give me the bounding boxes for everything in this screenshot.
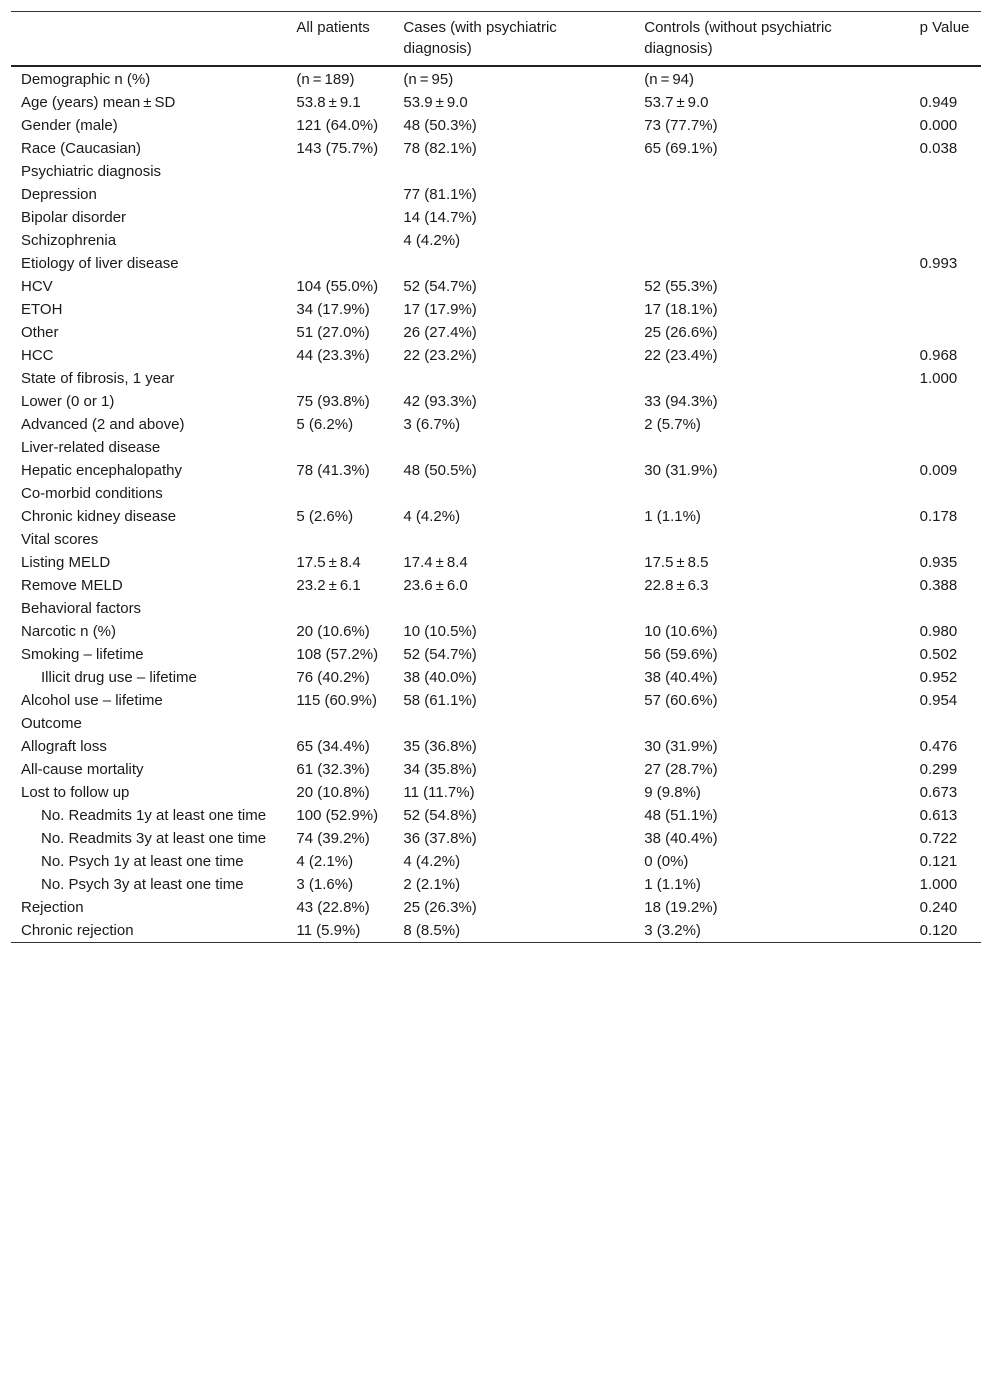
table-section-row [11,528,981,551]
row-label: No. Readmits 3y at least one time [41,830,267,847]
cases-cell [393,160,634,183]
all-patients-cell: 53.8 ± 9.1 [296,94,361,111]
row-label: HCV [21,278,53,295]
row-label: Smoking – lifetime [21,646,144,663]
controls-cell [634,712,909,735]
cases-cell: 38 (40.0%) [403,669,477,686]
controls-cell: 9 (9.8%) [644,784,701,801]
table-row [11,275,981,298]
table-row [11,873,981,896]
all-patients-cell: 11 (5.9%) [296,922,361,939]
row-label: Lost to follow up [21,784,130,801]
row-label: Bipolar disorder [21,209,127,226]
row-label: Chronic rejection [21,922,134,939]
all-patients-cell [286,206,393,229]
controls-cell [634,436,909,459]
p-value-cell: 0.980 [919,623,958,640]
p-value-cell: 0.120 [919,922,958,939]
table-row [11,643,981,666]
controls-cell: 38 (40.4%) [644,669,718,686]
table-row [11,666,981,689]
cases-cell: 8 (8.5%) [403,922,461,939]
controls-cell: 73 (77.7%) [644,117,718,134]
all-patients-cell [286,712,393,735]
row-label: ETOH [21,301,63,318]
all-patients-cell [286,528,393,551]
all-patients-cell: 78 (41.3%) [296,462,370,479]
p-value-cell [910,321,981,344]
cases-cell: 17 (17.9%) [403,301,477,318]
p-value-cell [910,482,981,505]
p-value-cell: 0.954 [919,692,958,709]
p-value-cell [910,160,981,183]
table-section-row [11,597,981,620]
cases-cell: 10 (10.5%) [403,623,477,640]
p-value-cell: 0.935 [919,554,958,571]
cases-cell [393,597,634,620]
row-label: Alcohol use – lifetime [21,692,163,709]
cases-cell: (n = 95) [403,71,454,88]
table-section-row [11,482,981,505]
row-label: Demographic n (%) [21,71,151,88]
cases-cell: 52 (54.7%) [403,646,477,663]
row-label: Listing MELD [21,554,111,571]
all-patients-cell: 108 (57.2%) [296,646,379,663]
controls-cell: 27 (28.7%) [644,761,718,778]
table-row [11,804,981,827]
cases-cell: 4 (4.2%) [403,508,461,525]
row-label: Schizophrenia [21,232,117,249]
controls-cell [634,160,909,183]
controls-cell: 52 (55.3%) [644,278,718,295]
all-patients-cell [286,160,393,183]
table-row [11,298,981,321]
controls-cell: 65 (69.1%) [644,140,718,157]
table-row [11,781,981,804]
all-patients-cell: 104 (55.0%) [296,278,379,295]
cases-cell: 4 (4.2%) [403,232,461,249]
row-label: Outcome [21,715,82,732]
controls-cell: 22 (23.4%) [644,347,718,364]
row-label: State of fibrosis, 1 year [21,370,175,387]
table-row [11,505,981,528]
row-label: Psychiatric diagnosis [21,163,162,180]
table-row [11,896,981,919]
table-row [11,551,981,574]
p-value-cell: 0.952 [919,669,958,686]
p-value-cell: 1.000 [919,876,958,893]
table-row [11,919,981,943]
controls-cell: 0 (0%) [644,853,689,870]
p-value-cell: 0.502 [919,646,958,663]
controls-cell [634,206,909,229]
row-label: Co-morbid conditions [21,485,163,502]
p-value-cell: 0.121 [919,853,958,870]
row-label: Illicit drug use – lifetime [41,669,197,686]
controls-cell: 30 (31.9%) [644,462,718,479]
all-patients-cell: 61 (32.3%) [296,761,370,778]
controls-cell: 25 (26.6%) [644,324,718,341]
cases-cell [393,367,634,390]
all-patients-cell: 143 (75.7%) [296,140,379,157]
row-label: Narcotic n (%) [21,623,117,640]
p-value-cell [910,298,981,321]
p-value-cell: 0.178 [919,508,958,525]
row-label: Liver-related disease [21,439,161,456]
cases-cell [393,436,634,459]
table-header [11,12,981,67]
p-value-cell: 0.673 [919,784,958,801]
cases-cell: 4 (4.2%) [403,853,461,870]
cases-cell: 48 (50.3%) [403,117,477,134]
cases-cell: 35 (36.8%) [403,738,477,755]
all-patients-cell: 5 (2.6%) [296,508,354,525]
cases-cell: 53.9 ± 9.0 [403,94,468,111]
controls-cell [634,597,909,620]
cases-cell: 3 (6.7%) [403,416,461,433]
table-row [11,735,981,758]
controls-cell [634,528,909,551]
controls-cell: 3 (3.2%) [644,922,701,939]
cases-cell: 34 (35.8%) [403,761,477,778]
all-patients-cell [286,252,393,275]
header-cases: Cases (with psychiatric diagnosis) [403,19,557,57]
cases-cell: 17.4 ± 8.4 [403,554,468,571]
all-patients-cell [286,367,393,390]
cases-cell [393,252,634,275]
all-patients-cell: 34 (17.9%) [296,301,370,318]
controls-cell: 17.5 ± 8.5 [644,554,709,571]
cases-cell: 52 (54.8%) [403,807,477,824]
all-patients-cell: 3 (1.6%) [296,876,354,893]
row-label: Rejection [21,899,84,916]
controls-cell [634,367,909,390]
table-row [11,574,981,597]
table-section-row [11,66,981,91]
all-patients-cell [286,436,393,459]
cases-cell: 2 (2.1%) [403,876,461,893]
all-patients-cell: 43 (22.8%) [296,899,370,916]
controls-cell: 2 (5.7%) [644,416,701,433]
row-label: Remove MELD [21,577,123,594]
cases-cell [393,712,634,735]
all-patients-cell: 74 (39.2%) [296,830,370,847]
cases-cell: 22 (23.2%) [403,347,477,364]
row-label: Hepatic encephalopathy [21,462,182,479]
cases-cell: 23.6 ± 6.0 [403,577,468,594]
controls-cell [634,252,909,275]
row-label: Behavioral factors [21,600,142,617]
p-value-cell [910,66,981,91]
all-patients-cell: 23.2 ± 6.1 [296,577,361,594]
cases-cell: 78 (82.1%) [403,140,477,157]
table-section-row [11,712,981,735]
p-value-cell: 0.000 [919,117,958,134]
p-value-cell [910,183,981,206]
p-value-cell [910,390,981,413]
controls-cell: 1 (1.1%) [644,876,701,893]
p-value-cell: 0.299 [919,761,958,778]
p-value-cell [910,712,981,735]
all-patients-cell: 51 (27.0%) [296,324,370,341]
controls-cell: 17 (18.1%) [644,301,718,318]
cases-cell: 11 (11.7%) [403,784,475,801]
row-label: Etiology of liver disease [21,255,179,272]
p-value-cell: 0.240 [919,899,958,916]
table-body [11,66,981,943]
table-section-row [11,252,981,275]
all-patients-cell: 5 (6.2%) [296,416,354,433]
cases-cell: 77 (81.1%) [403,186,477,203]
controls-cell: 18 (19.2%) [644,899,718,916]
all-patients-cell: 20 (10.6%) [296,623,370,640]
table-row [11,137,981,160]
all-patients-cell: 44 (23.3%) [296,347,370,364]
table-row [11,758,981,781]
p-value-cell: 0.993 [919,255,958,272]
controls-cell [634,183,909,206]
table-row [11,321,981,344]
table-row [11,689,981,712]
header-p-value: p Value [919,19,970,36]
table-row [11,459,981,482]
table-section-row [11,344,981,367]
controls-cell: 38 (40.4%) [644,830,718,847]
table-section-row [11,160,981,183]
all-patients-cell: 75 (93.8%) [296,393,370,410]
cases-cell: 25 (26.3%) [403,899,477,916]
row-label: Chronic kidney disease [21,508,177,525]
p-value-cell [910,413,981,436]
table-section-row [11,367,981,390]
controls-cell [634,229,909,252]
table-row [11,413,981,436]
all-patients-cell [286,597,393,620]
table-row [11,620,981,643]
row-label: Lower (0 or 1) [21,393,115,410]
controls-cell: 56 (59.6%) [644,646,718,663]
controls-cell [634,482,909,505]
table-row [11,114,981,137]
controls-cell: 30 (31.9%) [644,738,718,755]
cases-cell: 36 (37.8%) [403,830,477,847]
row-label: Gender (male) [21,117,118,134]
p-value-cell [910,528,981,551]
row-label: Advanced (2 and above) [21,416,185,433]
controls-cell: (n = 94) [644,71,695,88]
controls-cell: 22.8 ± 6.3 [644,577,709,594]
p-value-cell [910,275,981,298]
p-value-cell: 0.038 [919,140,958,157]
controls-cell: 10 (10.6%) [644,623,718,640]
cases-cell: 26 (27.4%) [403,324,477,341]
patient-characteristics-table [11,11,981,943]
p-value-cell: 0.388 [919,577,958,594]
row-label: No. Psych 3y at least one time [41,876,244,893]
row-label: Vital scores [21,531,99,548]
all-patients-cell: 17.5 ± 8.4 [296,554,361,571]
p-value-cell: 0.968 [919,347,958,364]
cases-cell: 48 (50.5%) [403,462,477,479]
p-value-cell: 0.009 [919,462,958,479]
table-row [11,229,981,252]
cases-cell: 58 (61.1%) [403,692,477,709]
all-patients-cell [286,229,393,252]
table-row [11,850,981,873]
table-row [11,183,981,206]
table-row [11,390,981,413]
all-patients-cell: (n = 189) [296,71,355,88]
all-patients-cell: 76 (40.2%) [296,669,370,686]
header-row [11,12,981,67]
all-patients-cell: 100 (52.9%) [296,807,379,824]
cases-cell: 52 (54.7%) [403,278,477,295]
header-controls: Controls (without psychiatric diagnosis) [644,19,832,57]
header-all-patients: All patients [296,19,370,36]
p-value-cell: 0.722 [919,830,958,847]
row-label: All-cause mortality [21,761,144,778]
row-label: No. Readmits 1y at least one time [41,807,267,824]
row-label: Depression [21,186,97,203]
p-value-cell: 0.949 [919,94,958,111]
all-patients-cell: 65 (34.4%) [296,738,370,755]
p-value-cell [910,206,981,229]
p-value-cell: 1.000 [919,370,958,387]
row-label: No. Psych 1y at least one time [41,853,244,870]
cases-cell: 14 (14.7%) [403,209,477,226]
all-patients-cell [286,482,393,505]
table-row [11,206,981,229]
all-patients-cell: 115 (60.9%) [296,692,377,709]
table-row [11,827,981,850]
row-label: Allograft loss [21,738,107,755]
controls-cell: 48 (51.1%) [644,807,718,824]
p-value-cell [910,597,981,620]
controls-cell: 1 (1.1%) [644,508,701,525]
controls-cell: 57 (60.6%) [644,692,718,709]
cases-cell [393,528,634,551]
p-value-cell: 0.476 [919,738,958,755]
all-patients-cell: 4 (2.1%) [296,853,354,870]
cases-cell: 42 (93.3%) [403,393,477,410]
row-label: Age (years) mean ± SD [21,94,176,111]
row-label: HCC [21,347,54,364]
cases-cell [393,482,634,505]
table-row [11,91,981,114]
controls-cell: 53.7 ± 9.0 [644,94,709,111]
p-value-cell [910,229,981,252]
header-label-column [11,12,286,67]
p-value-cell: 0.613 [919,807,958,824]
all-patients-cell: 20 (10.8%) [296,784,370,801]
p-value-cell [910,436,981,459]
all-patients-cell [286,183,393,206]
row-label: Other [21,324,59,341]
all-patients-cell: 121 (64.0%) [296,117,379,134]
table-section-row [11,436,981,459]
controls-cell: 33 (94.3%) [644,393,718,410]
row-label: Race (Caucasian) [21,140,142,157]
